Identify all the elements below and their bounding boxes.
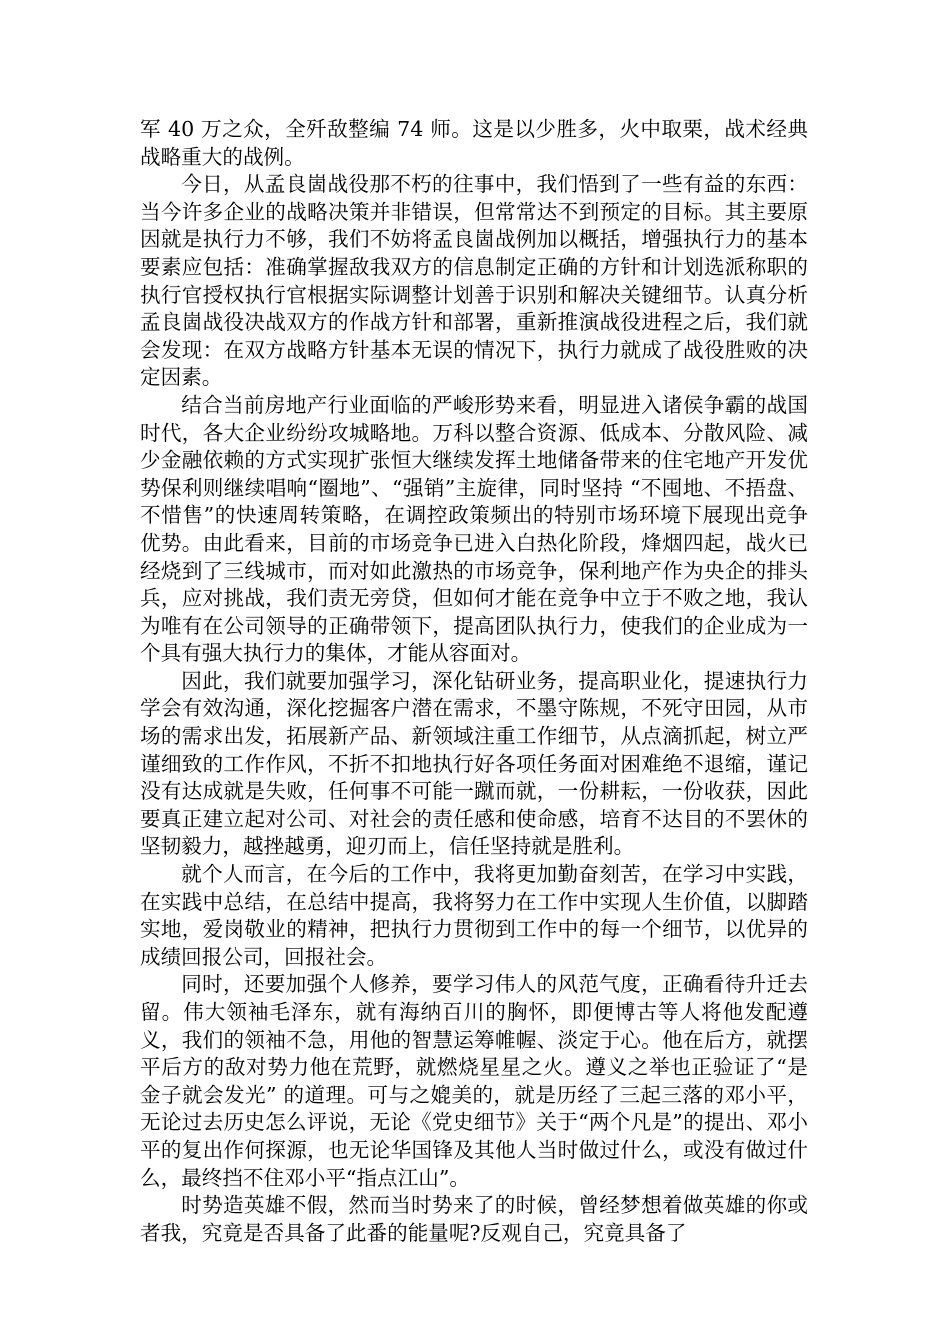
document-body <box>140 116 808 1247</box>
paragraph-2: 今日，从孟良崮战役那不朽的往事中，我们悟到了一些有益的东西：当今许多企业的战略决策并非错误，但常常达不到预定的目标。其主要原因就是执行力不够，我们不妨将孟良崮战例加以概括，增强执行力的基本要素应包括：准确掌握敌我双方的信息制定正确的方针和计划选派称职的执行官授权执行官根据实际调整计划善于识别和解决关键细节。认真分析孟良崮战役决战双方的作战方针和部署，重新推演战役进程之后，我们就会发现：在双方战略方针基本无误的情况下，执行力就成了战役胜败的决定因素。 <box>140 172 808 390</box>
paragraph-1: 军 40 万之众，全歼敌整编 74 师。这是以少胜多，火中取栗，战术经典战略重大的战例。 <box>140 117 808 169</box>
paragraph-4: 因此，我们就要加强学习，深化钻研业务，提高职业化，提速执行力学会有效沟通，深化挖掘客户潜在需求，不墨守陈规，不死守田园，从市场的需求出发，拓展新产品、新领域注重工作细节，从点滴抓起，树立严谨细致的工作作风，不折不扣地执行好各项任务面对困难绝不退缩，谨记没有达成就是失败，任何事不可能一蹴而就，一份耕耘，一份收获，因此要真正建立起对公司、对社会的责任感和使命感，培育不达目的不罢休的坚韧毅力，越挫越勇，迎刃而上，信任坚持就是胜利。 <box>140 668 808 859</box>
paragraph-5: 就个人而言，在今后的工作中，我将更加勤奋刻苦，在学习中实践，在实践中总结，在总结中提高，我将努力在工作中实现人生价值，以脚踏实地，爱岗敬业的精神，把执行力贯彻到工作中的每一个细节，以优异的成绩回报公司，回报社会。 <box>140 862 808 969</box>
paragraph-3: 结合当前房地产行业面临的严峻形势来看，明显进入诸侯争霸的战国时代，各大企业纷纷攻城略地。万科以整合资源、低成本、分散风险、减少金融依赖的方式实现扩张恒大继续发挥土地储备带来的住宅地产开发优势保利则继续唱响“圈地”、“强销”主旋律，同时坚持 “不囤地、不捂盘、不惜售”的快速周转策略，在调控政策频出的特别市场环境下展现出竞争优势。由此看来，目前的市场竞争已进入白热化阶段，烽烟四起，战火已经烧到了三线城市，而对如此激热的市场竞争，保利地产作为央企的排头兵，应对挑战，我们责无旁贷，但如何才能在竞争中立于不败之地，我认为唯有在公司领导的正确带领下，提高团队执行力，使我们的企业成为一个具有强大执行力的集体，才能从容面对。 <box>140 392 808 666</box>
paragraph-6: 同时，还要加强个人修养，要学习伟人的风范气度，正确看待升迁去留。伟大领袖毛泽东，就有海纳百川的胸怀，即便博古等人将他发配遵义，我们的领袖不急，用他的智慧运筹帷幄、淡定于心。他在后方，就摆平后方的敌对势力他在荒野，就燃烧星星之火。遵义之举也正验证了“是金子就会发光” 的道理。可与之媲美的，就是历经了三起三落的邓小平，无论过去历史怎么评说，无论《党史细节》关于“两个凡是”的提出、邓小平的复出作何探源，也无论华国锋及其他人当时做过什么，或没有做过什么，最终挡不住邓小平“指点江山”。 <box>140 972 808 1190</box>
paragraph-7: 时势造英雄不假，然而当时势来了的时候，曾经梦想着做英雄的你或者我，究竟是否具备了此番的能量呢?反观自己，究竟具备了 <box>140 1193 808 1245</box>
